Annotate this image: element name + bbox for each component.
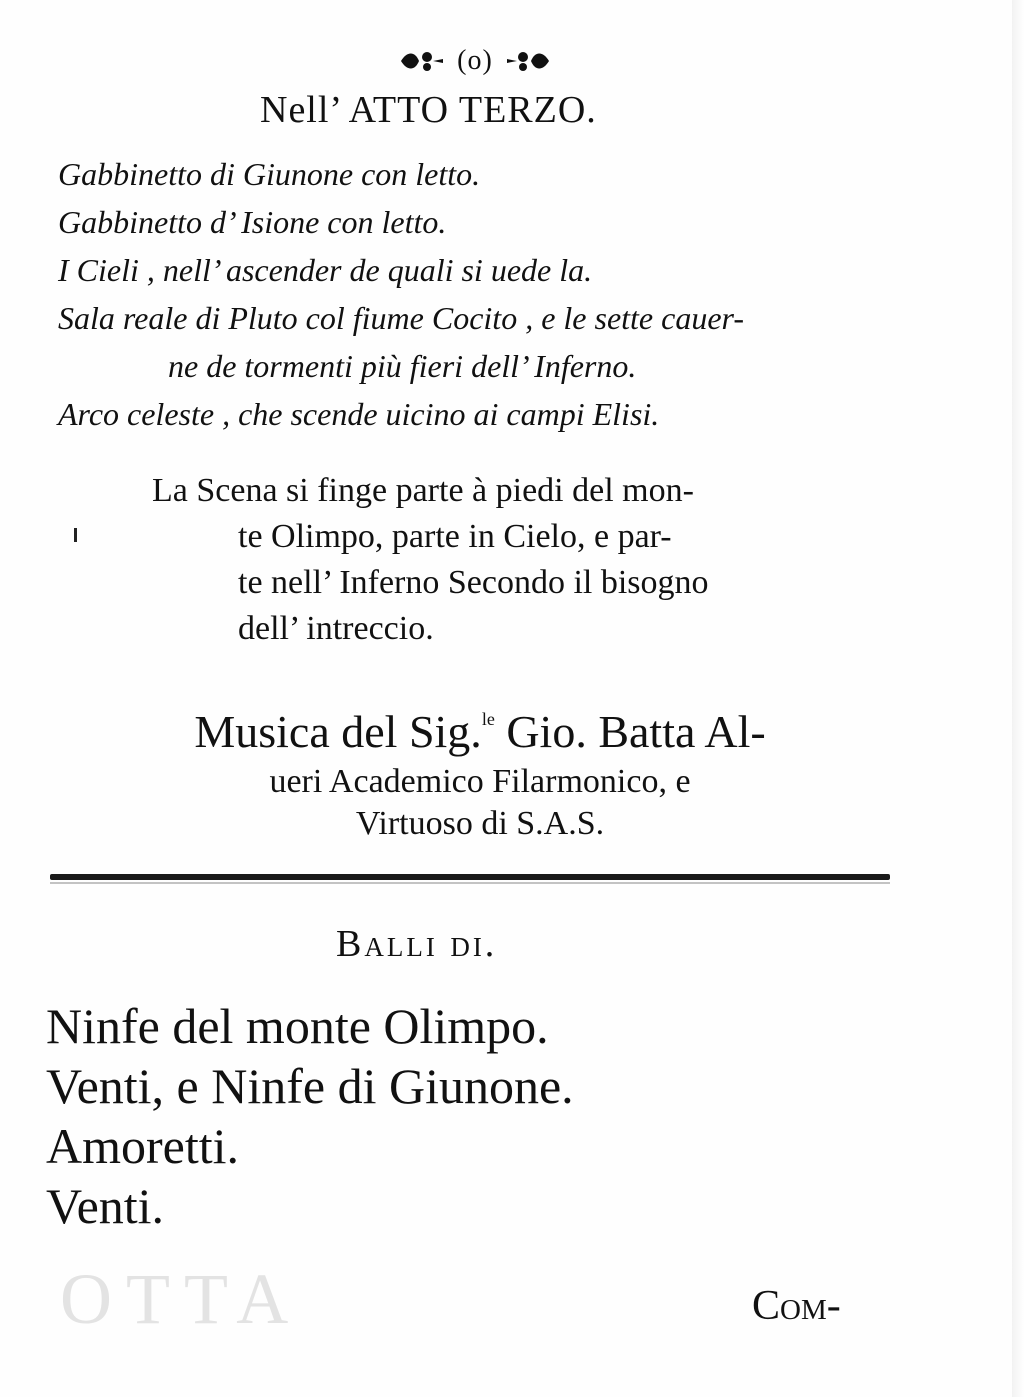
superscript: le xyxy=(481,709,495,729)
scene-note xyxy=(152,468,852,652)
balli-item: Ninfe del monte Olimpo. xyxy=(46,998,549,1054)
scene-line: Gabbinetto di Giunone con letto. xyxy=(58,156,481,192)
music-credit-line: Virtuoso di S.A.S. xyxy=(355,805,605,842)
note-line: La Scena si finge parte à piedi del mon- xyxy=(152,472,694,509)
balli-list xyxy=(46,996,846,1236)
margin-mark xyxy=(74,528,77,542)
music-credit-line: ueri Academico Filarmonico, e xyxy=(269,763,691,800)
right-fleuron-icon xyxy=(505,47,553,75)
note-line: te Olimpo, parte in Cielo, e par- xyxy=(238,518,672,555)
music-credit-line xyxy=(100,690,860,761)
page-number: (o) xyxy=(457,45,493,76)
music-credit-text: Gio. Batta Al- xyxy=(494,706,766,757)
scene-line: Arco celeste , che scende uicino ai campi Elisi. xyxy=(58,396,660,432)
rule-shadow xyxy=(50,882,890,884)
scene-line: I Cieli , nell’ ascender de quali si uede la. xyxy=(58,252,593,288)
left-fleuron-icon xyxy=(397,47,445,75)
note-line: te nell’ Inferno Secondo il bisogno xyxy=(238,564,709,601)
scene-line: Gabbinetto d’ Isione con letto. xyxy=(58,204,447,240)
music-credit-text: Musica del Sig. xyxy=(194,706,482,757)
bleed-through-text: OTTA xyxy=(60,1259,303,1339)
balli-item: Venti. xyxy=(46,1178,165,1234)
balli-item: Amoretti. xyxy=(46,1118,240,1174)
scene-line: Sala reale di Pluto col fiume Cocito , e le sette cauer- xyxy=(58,300,744,336)
music-credit xyxy=(100,690,860,845)
horizontal-rule xyxy=(50,874,890,880)
page-header xyxy=(380,42,570,80)
balli-heading: Balli di. xyxy=(336,923,498,965)
note-line: dell’ intreccio. xyxy=(238,610,434,647)
scene-list xyxy=(58,150,958,438)
scene-line: ne de tormenti più fieri dell’ Inferno. xyxy=(168,348,637,384)
page-edge xyxy=(1012,0,1024,1397)
balli-item: Venti, e Ninfe di Giunone. xyxy=(46,1058,574,1114)
act-heading: Nell’ ATTO TERZO. xyxy=(260,89,597,131)
catchword: Com- xyxy=(752,1283,841,1329)
